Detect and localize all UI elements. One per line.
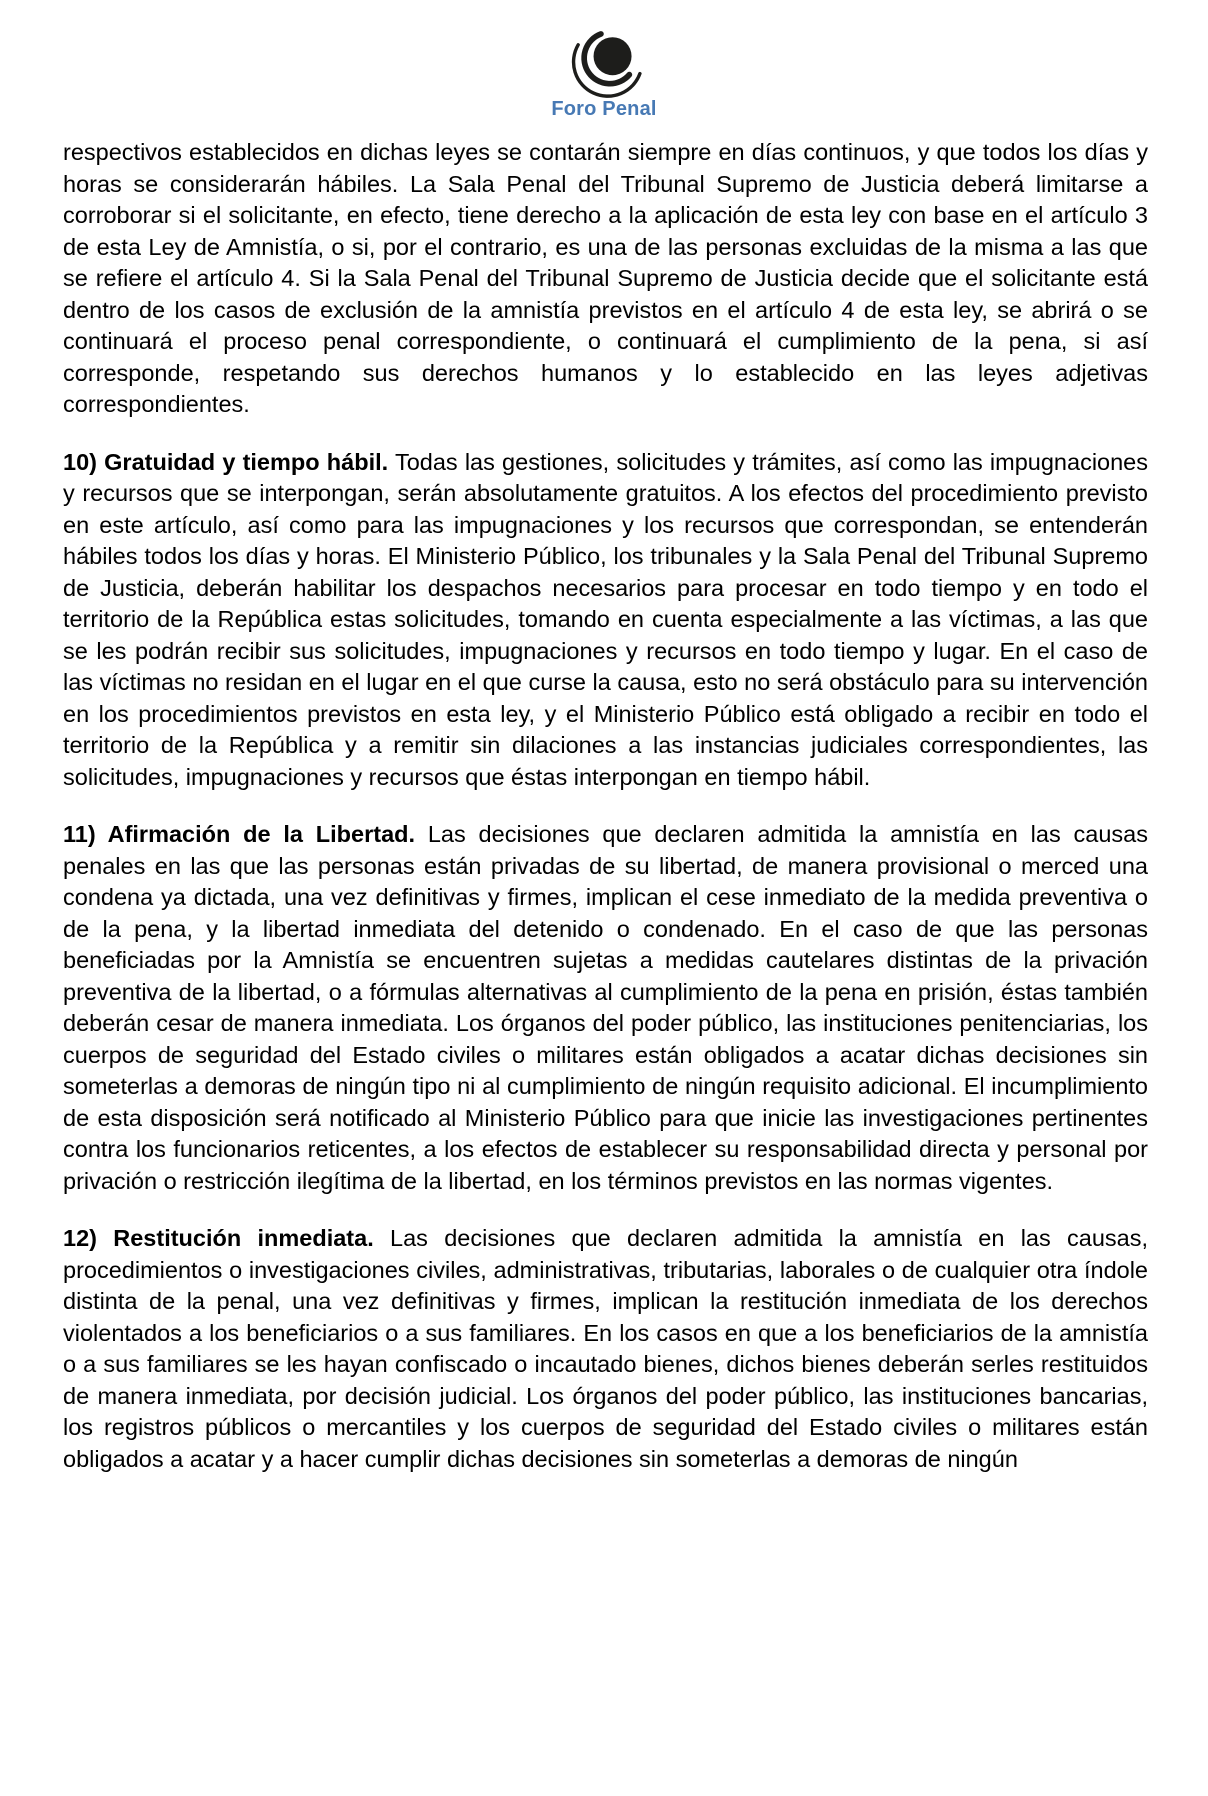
paragraph-section-11 bbox=[63, 819, 1148, 1197]
paragraph-text: Las decisiones que declaren admitida la amnistía en las causas penales en las que las personas están privadas de su libertad, de manera provisional o merced una condena ya dictada, una vez definitivas y firmes, implican el cese inmediato de la medida preventiva o de la pena, y la libertad inmediata del detenido o condenado. En el caso de que las personas beneficiadas por la Amnistía se encuentren sujetas a medidas cautelares distintas de la privación preventiva de la libertad, o a fórmulas alternativas al cumplimiento de la pena en prisión, éstas también deberán cesar de manera inmediata. Los órganos del poder público, las instituciones penitenciarias, los cuerpos de seguridad del Estado civiles o militares están obligados a acatar dichas decisiones sin someterlas a demoras de ningún tipo ni al cumplimiento de ningún requisito adicional. El incumplimiento de esta disposición será notificado al Ministerio Público para que inicie las investigaciones pertinentes contra los funcionarios reticentes, a los efectos de establecer su responsabilidad directa y personal por privación o restricción ilegítima de la libertad, en los términos previstos en las normas vigentes. bbox=[63, 821, 1148, 1194]
paragraph-text: Las decisiones que declaren admitida la amnistía en las causas, procedimientos o investigaciones civiles, administrativas, tributarias, laborales o de cualquier otra índole distinta de la penal, una vez definitivas y firmes, implican la restitución inmediata de los derechos violentados a los beneficiarios o a sus familiares. En los casos en que a los beneficiarios de la amnistía o a sus familiares se les hayan confiscado o incautado bienes, dichos bienes deberán serles restituidos de manera inmediata, por decisión judicial. Los órganos del poder público, las instituciones bancarias, los registros públicos o mercantiles y los cuerpos de seguridad del Estado civiles o militares están obligados a acatar y a hacer cumplir dichas decisiones sin someterlas a demoras de ningún bbox=[63, 1225, 1149, 1472]
section-10-heading: 10) Gratuidad y tiempo hábil. bbox=[63, 448, 389, 475]
foro-penal-swirl-icon bbox=[556, 22, 652, 98]
paragraph-continuation bbox=[63, 137, 1148, 421]
document-body bbox=[63, 137, 1148, 1475]
paragraph-text: Todas las gestiones, solicitudes y trámites, así como las impugnaciones y recursos que se interpongan, serán absolutamente gratuitos. A los efectos del procedimiento previsto en este artículo, así como para las impugnaciones y los recursos que correspondan, se entenderán hábiles todos los días y horas. El Ministerio Público, los tribunales y la Sala Penal del Tribunal Supremo de Justicia, deberán habilitar los despachos necesarios para procesar en todo tiempo y en todo el territorio de la República estas solicitudes, tomando en cuenta especialmente a las víctimas, a las que se les podrán recibir sus solicitudes, impugnaciones y recursos en todo tiempo y lugar. En el caso de las víctimas no residan en el lugar en el que curse la causa, esto no será obstáculo para su intervención en los procedimientos previstos en esta ley, y el Ministerio Público está obligado a recibir en todo el territorio de la República y a remitir sin dilaciones a las instancias judiciales correspondientes, las solicitudes, impugnaciones y recursos que éstas interpongan en tiempo hábil. bbox=[63, 448, 1148, 790]
paragraph-section-10 bbox=[63, 447, 1148, 794]
section-12-heading: 12) Restitución inmediata. bbox=[63, 1225, 374, 1251]
paragraph-text: respectivos establecidos en dichas leyes se contarán siempre en días continuos, y que todos los días y horas se considerarán hábiles. La Sala Penal del Tribunal Supremo de Justicia deberá limitarse a corroborar si el solicitante, en efecto, tiene derecho a la aplicación de esta ley con base en el artículo 3 de esta Ley de Amnistía, o si, por el contrario, es una de las personas excluidas de la misma a las que se refiere el artículo 4. Si la Sala Penal del Tribunal Supremo de Justicia decide que el solicitante está dentro de los casos de exclusión de la amnistía previstos en el artículo 4 de esta ley, se abrirá o se continuará el proceso penal correspondiente, o continuará el cumplimiento de la pena, si así corresponde, respetando sus derechos humanos y lo establecido en las leyes adjetivas correspondientes. bbox=[63, 139, 1148, 417]
logo-wordmark: Foro Penal bbox=[551, 98, 657, 120]
paragraph-section-12 bbox=[63, 1223, 1148, 1475]
section-11-heading: 11) Afirmación de la Libertad. bbox=[63, 821, 416, 847]
foro-penal-logo bbox=[551, 22, 656, 121]
page-header bbox=[0, 0, 1208, 121]
